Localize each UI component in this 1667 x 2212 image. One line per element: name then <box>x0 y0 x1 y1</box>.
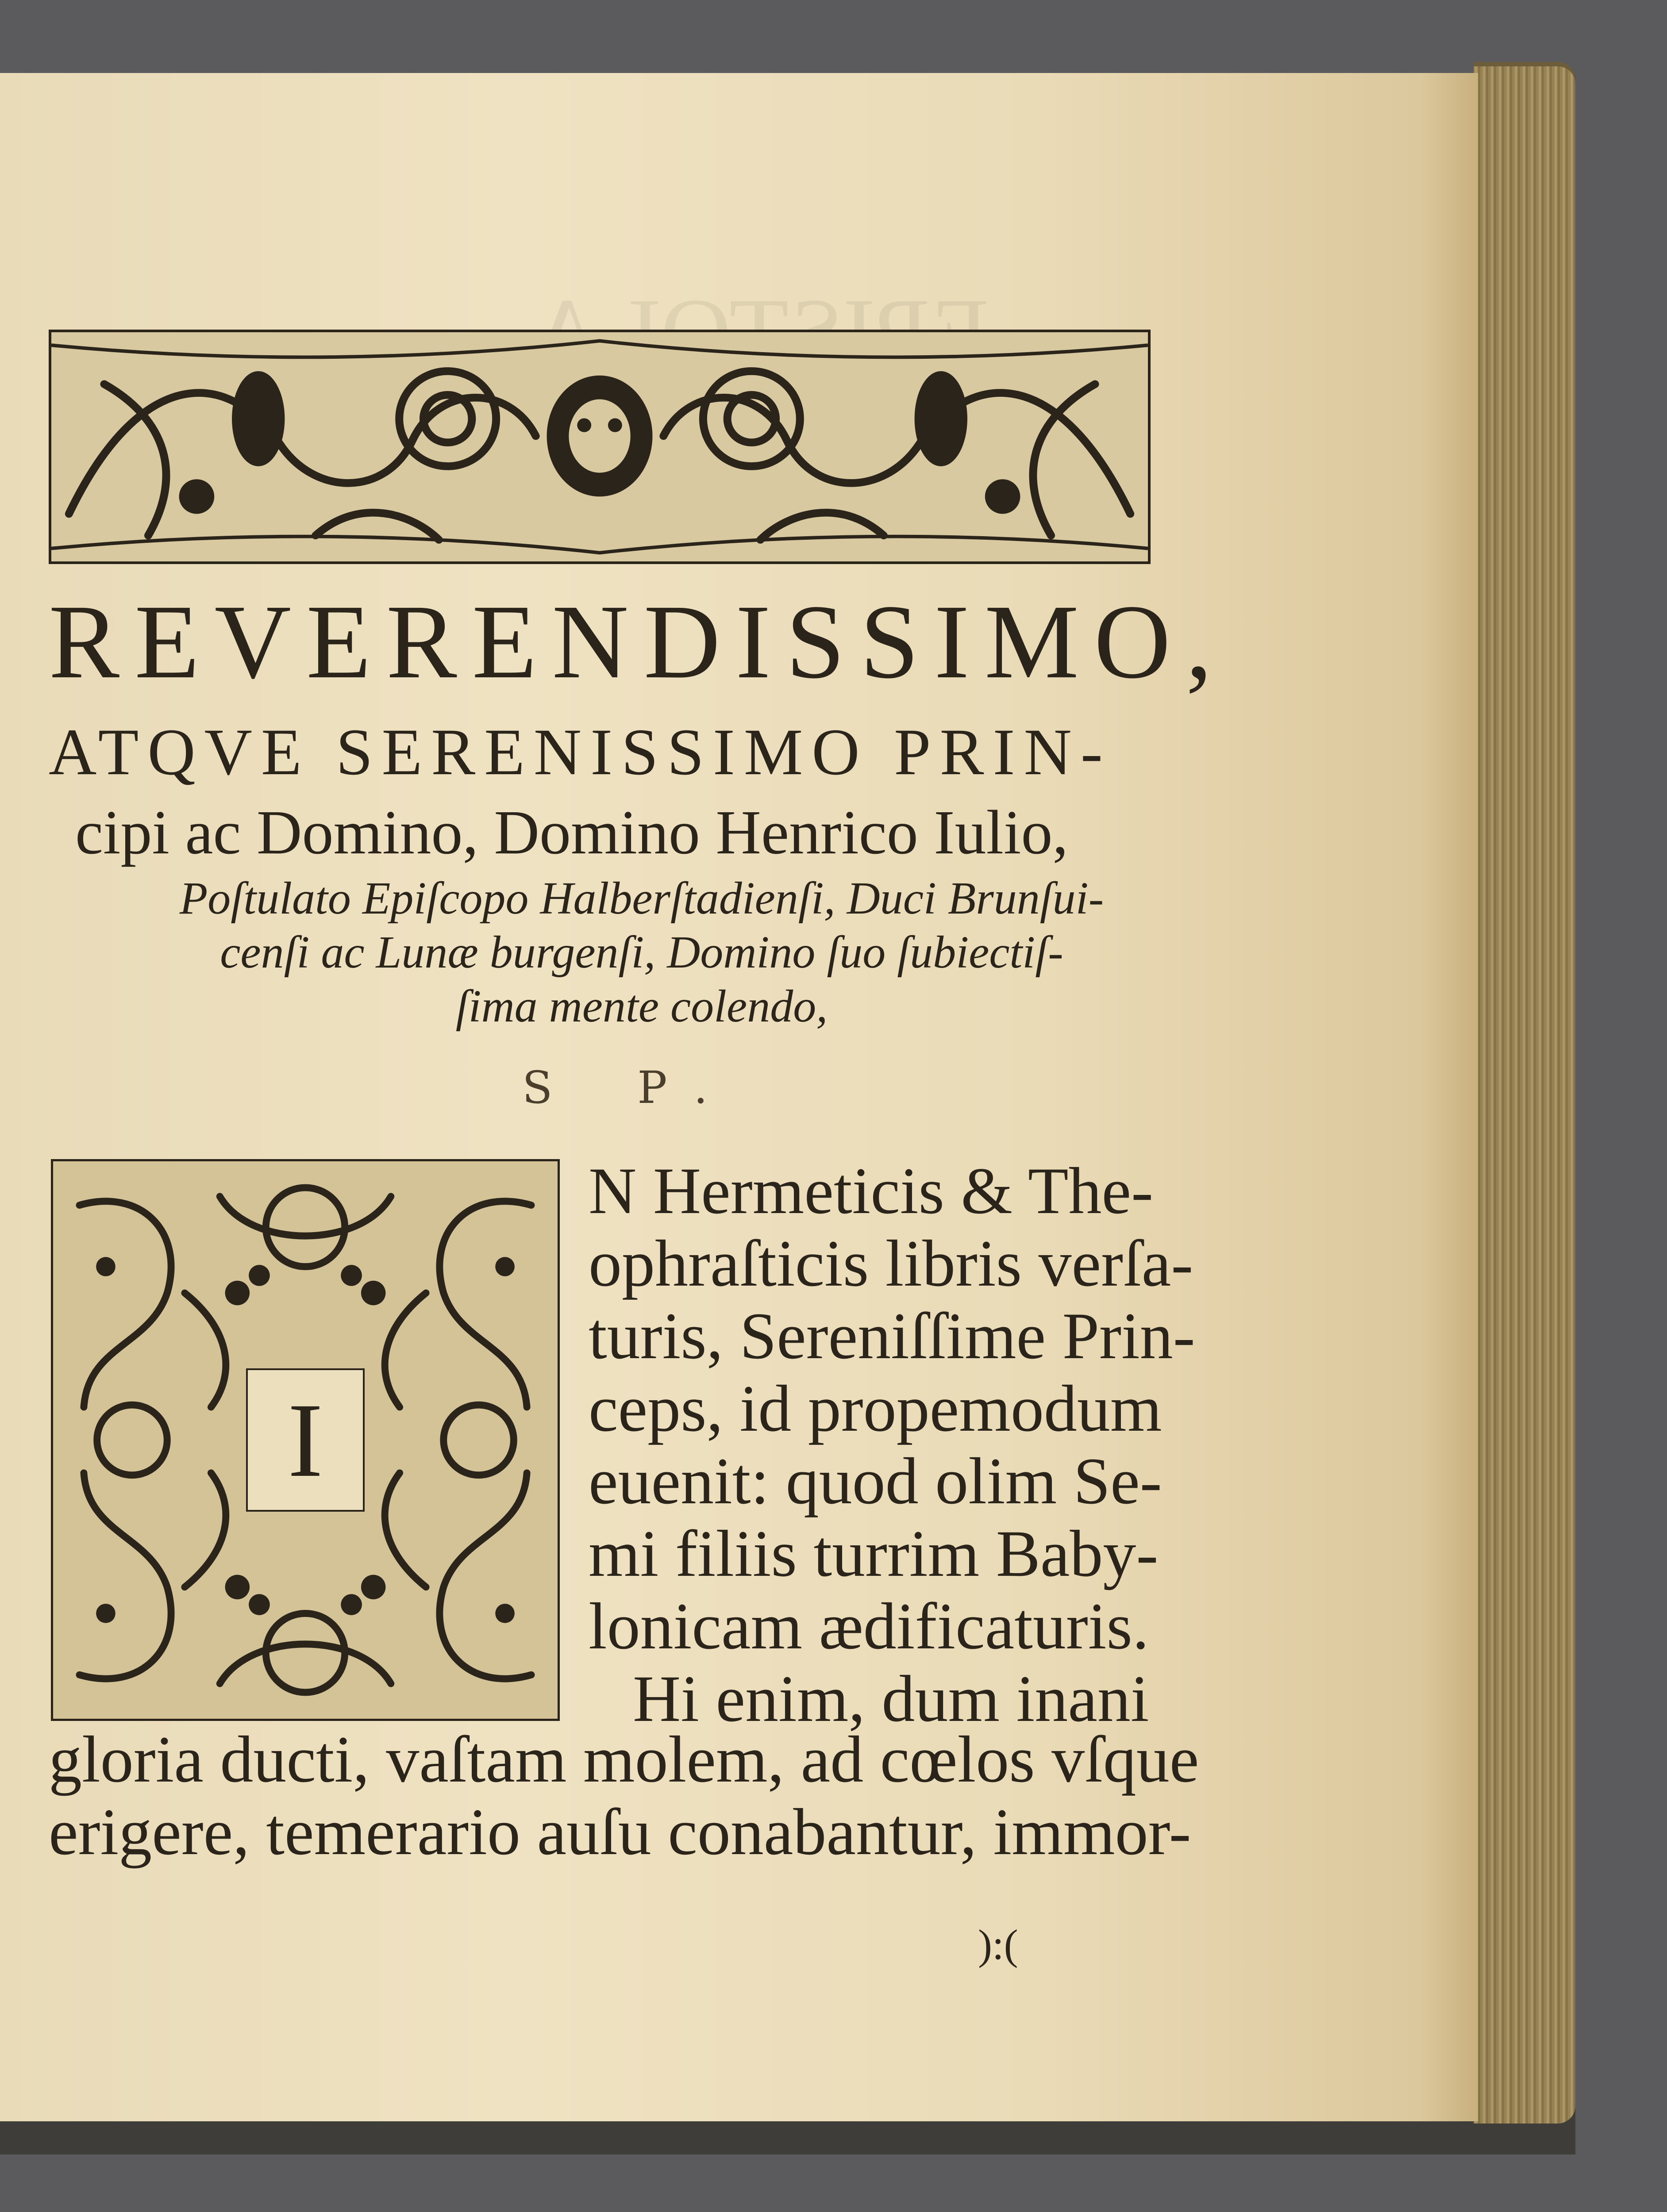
body-text-full-width <box>49 1723 1199 1869</box>
catchword-signature: ):( <box>978 1921 1018 1968</box>
text-line: euenit: quod olim Se- <box>589 1444 1162 1518</box>
sp-ornament: S P. <box>522 1062 743 1114</box>
book-page-edges <box>1474 66 1575 2124</box>
title-line-3: cipi ac Domino, Domino Henrico Iulio, <box>75 797 1068 867</box>
text-line: lonicam ædificaturis. <box>589 1590 1149 1663</box>
text-line: gloria ducti, vaſtam molem, ad cœlos vſque <box>49 1723 1199 1796</box>
text-line: turis, Sereniſſime Prin- <box>589 1299 1195 1373</box>
initial-letter: I <box>246 1368 365 1512</box>
text-line: N Hermeticis & The- <box>589 1154 1154 1228</box>
dedication-line: Poſtulato Epiſcopo Halberſtadienſi, Duci Brunſui- <box>179 873 1104 924</box>
text-line: erigere, temerario auſu conabantur, immor- <box>49 1795 1191 1869</box>
decorated-initial <box>51 1159 560 1721</box>
text-line: ceps, id propemodum <box>589 1372 1162 1445</box>
headpiece-ornament-icon <box>51 332 1148 561</box>
body-text-beside-initial <box>589 1154 1195 1736</box>
title-line-2: ATQVE SERENISSIMO PRIN- <box>49 715 1112 789</box>
dedication-block <box>155 872 1128 1033</box>
dedication-line: cenſi ac Lunæ burgenſi, Domino ſuo ſubiectiſ- <box>220 927 1063 978</box>
title-line-1: REVERENDISSIMO, <box>49 583 1228 700</box>
text-line: mi filiis turrim Baby- <box>589 1517 1159 1590</box>
text-line: Hi enim, dum inani <box>633 1662 1149 1736</box>
dedication-line: ſima mente colendo, <box>455 981 828 1032</box>
decorative-headpiece <box>49 330 1151 564</box>
text-line: ophraſticis libris verſa- <box>589 1227 1193 1300</box>
